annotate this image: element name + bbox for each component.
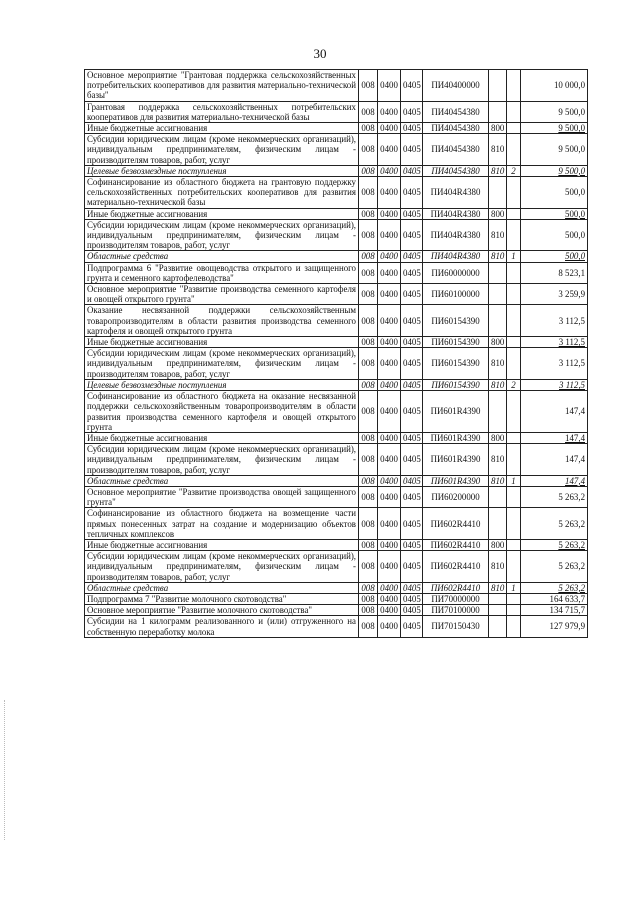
table-row	[85, 70, 588, 102]
section-code: 0400	[378, 508, 401, 540]
row-description: Субсидии юридическим лицам (кроме некоммерческих организаций), индивидуальным предпринимателям, физическим лицам - производителям товаров, работ, услуг	[85, 444, 359, 476]
funding-source-code: 2	[507, 379, 521, 390]
amount-value	[521, 616, 588, 637]
section-code: 0400	[378, 582, 401, 593]
subsection-code: 0405	[401, 475, 423, 486]
funding-source-code	[507, 101, 521, 122]
amount-text: 5 263,2	[558, 518, 585, 529]
row-description: Подпрограмма 7 "Развитие молочного скотоводства"	[85, 593, 359, 604]
table-row	[85, 305, 588, 337]
section-code: 0400	[378, 379, 401, 390]
table-row	[85, 284, 588, 305]
subsection-code: 0405	[401, 432, 423, 443]
funding-source-code	[507, 305, 521, 337]
table-row	[85, 134, 588, 166]
section-code: 0400	[378, 337, 401, 348]
amount-value	[521, 348, 588, 380]
ministry-code: 008	[359, 262, 378, 283]
row-description: Областные средства	[85, 251, 359, 262]
section-code: 0400	[378, 134, 401, 166]
funding-source-code	[507, 337, 521, 348]
amount-text: 147,4	[565, 475, 585, 486]
amount-value	[521, 486, 588, 507]
amount-value	[521, 208, 588, 219]
budget-table-body	[85, 70, 588, 638]
funding-source-code	[507, 432, 521, 443]
ministry-code: 008	[359, 165, 378, 176]
subsection-code: 0405	[401, 582, 423, 593]
expense-type-code: 810	[489, 475, 507, 486]
expense-type-code	[489, 508, 507, 540]
section-code: 0400	[378, 605, 401, 616]
funding-source-code	[507, 284, 521, 305]
section-code: 0400	[378, 432, 401, 443]
expense-type-code	[489, 305, 507, 337]
section-code: 0400	[378, 593, 401, 604]
amount-text: 500,0	[565, 208, 585, 219]
table-row	[85, 486, 588, 507]
ministry-code: 008	[359, 475, 378, 486]
subsection-code: 0405	[401, 605, 423, 616]
amount-value	[521, 305, 588, 337]
budget-table	[84, 69, 588, 638]
amount-value	[521, 379, 588, 390]
section-code: 0400	[378, 348, 401, 380]
expense-type-code	[489, 70, 507, 102]
subsection-code: 0405	[401, 123, 423, 134]
row-description: Софинансирование из областного бюджета на возмещение части прямых понесенных затрат на создание и модернизацию объектов тепличных комплексов	[85, 508, 359, 540]
funding-source-code	[507, 348, 521, 380]
section-code: 0400	[378, 165, 401, 176]
funding-source-code	[507, 134, 521, 166]
table-row	[85, 593, 588, 604]
row-description: Субсидии юридическим лицам (кроме некоммерческих организаций), индивидуальным предпринимателям, физическим лицам - производителям товаров, работ, услуг	[85, 219, 359, 251]
target-article-code: ПИ40454380	[423, 101, 489, 122]
table-row	[85, 251, 588, 262]
funding-source-code	[507, 219, 521, 251]
ministry-code: 008	[359, 284, 378, 305]
subsection-code: 0405	[401, 284, 423, 305]
amount-text: 3 112,5	[558, 315, 585, 326]
row-description: Софинансирование из областного бюджета на оказание несвязанной поддержки сельскохозяйственным товаропроизводителям в области развития производства семенного картофеля и овощей открытого грунта	[85, 391, 359, 433]
expense-type-code: 810	[489, 551, 507, 583]
section-code: 0400	[378, 219, 401, 251]
target-article-code: ПИ60154390	[423, 379, 489, 390]
table-row	[85, 337, 588, 348]
target-article-code: ПИ40454380	[423, 134, 489, 166]
amount-value	[521, 101, 588, 122]
table-row	[85, 348, 588, 380]
subsection-code: 0405	[401, 305, 423, 337]
expense-type-code	[489, 177, 507, 209]
target-article-code: ПИ70150430	[423, 616, 489, 637]
table-row	[85, 262, 588, 283]
ministry-code: 008	[359, 208, 378, 219]
amount-text: 147,4	[565, 454, 585, 465]
amount-value	[521, 284, 588, 305]
funding-source-code	[507, 616, 521, 637]
subsection-code: 0405	[401, 486, 423, 507]
funding-source-code	[507, 539, 521, 550]
amount-value	[521, 605, 588, 616]
amount-value	[521, 123, 588, 134]
row-description: Иные бюджетные ассигнования	[85, 432, 359, 443]
row-description: Грантовая поддержка сельскохозяйственных потребительских кооперативов для развития материально-технической базы	[85, 101, 359, 122]
row-description: Подпрограмма 6 "Развитие овощеводства открытого и защищенного грунта и семенного картофелеводства"	[85, 262, 359, 283]
expense-type-code	[489, 486, 507, 507]
subsection-code: 0405	[401, 101, 423, 122]
section-code: 0400	[378, 262, 401, 283]
target-article-code: ПИ40454380	[423, 123, 489, 134]
expense-type-code: 800	[489, 432, 507, 443]
table-row	[85, 101, 588, 122]
funding-source-code	[507, 444, 521, 476]
expense-type-code: 800	[489, 208, 507, 219]
target-article-code: ПИ40400000	[423, 70, 489, 102]
row-description: Иные бюджетные ассигнования	[85, 208, 359, 219]
amount-value	[521, 432, 588, 443]
row-description: Субсидии на 1 килограмм реализованного и (или) отгруженного на собственную переработку молока	[85, 616, 359, 637]
ministry-code: 008	[359, 539, 378, 550]
section-code: 0400	[378, 70, 401, 102]
ministry-code: 008	[359, 486, 378, 507]
subsection-code: 0405	[401, 551, 423, 583]
ministry-code: 008	[359, 379, 378, 390]
expense-type-code	[489, 616, 507, 637]
row-description: Основное мероприятие "Развитие производства семенного картофеля и овощей открытого грунта"	[85, 284, 359, 305]
target-article-code: ПИ601R4390	[423, 432, 489, 443]
expense-type-code	[489, 284, 507, 305]
section-code: 0400	[378, 123, 401, 134]
ministry-code: 008	[359, 432, 378, 443]
amount-text: 9 500,0	[558, 123, 585, 134]
ministry-code: 008	[359, 444, 378, 476]
expense-type-code	[489, 391, 507, 433]
table-row	[85, 165, 588, 176]
table-row	[85, 177, 588, 209]
amount-text: 500,0	[565, 230, 585, 241]
row-description: Основное мероприятие "Развитие молочного скотоводства"	[85, 605, 359, 616]
funding-source-code	[507, 177, 521, 209]
subsection-code: 0405	[401, 616, 423, 637]
target-article-code: ПИ404R4380	[423, 251, 489, 262]
target-article-code: ПИ70000000	[423, 593, 489, 604]
row-description: Целевые безвозмездные поступления	[85, 165, 359, 176]
expense-type-code: 800	[489, 539, 507, 550]
target-article-code: ПИ602R4410	[423, 539, 489, 550]
target-article-code: ПИ40454380	[423, 165, 489, 176]
target-article-code: ПИ60154390	[423, 305, 489, 337]
amount-text: 164 633,7	[549, 593, 585, 604]
subsection-code: 0405	[401, 593, 423, 604]
ministry-code: 008	[359, 251, 378, 262]
target-article-code: ПИ60100000	[423, 284, 489, 305]
row-description: Иные бюджетные ассигнования	[85, 123, 359, 134]
subsection-code: 0405	[401, 379, 423, 390]
ministry-code: 008	[359, 134, 378, 166]
funding-source-code	[507, 70, 521, 102]
table-row	[85, 219, 588, 251]
expense-type-code: 810	[489, 444, 507, 476]
expense-type-code: 810	[489, 165, 507, 176]
ministry-code: 008	[359, 391, 378, 433]
subsection-code: 0405	[401, 391, 423, 433]
expense-type-code: 800	[489, 123, 507, 134]
amount-value	[521, 539, 588, 550]
section-code: 0400	[378, 251, 401, 262]
section-code: 0400	[378, 101, 401, 122]
amount-text: 127 979,9	[549, 621, 585, 632]
target-article-code: ПИ60000000	[423, 262, 489, 283]
row-description: Иные бюджетные ассигнования	[85, 337, 359, 348]
subsection-code: 0405	[401, 70, 423, 102]
target-article-code: ПИ60154390	[423, 337, 489, 348]
amount-value	[521, 251, 588, 262]
subsection-code: 0405	[401, 539, 423, 550]
target-article-code: ПИ404R4380	[423, 177, 489, 209]
row-description: Иные бюджетные ассигнования	[85, 539, 359, 550]
ministry-code: 008	[359, 582, 378, 593]
ministry-code: 008	[359, 177, 378, 209]
subsection-code: 0405	[401, 177, 423, 209]
section-code: 0400	[378, 444, 401, 476]
funding-source-code	[507, 593, 521, 604]
funding-source-code: 1	[507, 475, 521, 486]
amount-value	[521, 165, 588, 176]
funding-source-code	[507, 551, 521, 583]
ministry-code: 008	[359, 305, 378, 337]
amount-text: 8 523,1	[558, 267, 585, 278]
expense-type-code: 810	[489, 251, 507, 262]
target-article-code: ПИ601R4390	[423, 391, 489, 433]
amount-text: 5 263,2	[558, 492, 585, 503]
amount-text: 3 112,5	[559, 379, 585, 390]
ministry-code: 008	[359, 593, 378, 604]
funding-source-code: 1	[507, 582, 521, 593]
amount-text: 9 500,0	[558, 106, 585, 117]
amount-value	[521, 582, 588, 593]
target-article-code: ПИ601R4390	[423, 444, 489, 476]
target-article-code: ПИ70100000	[423, 605, 489, 616]
target-article-code: ПИ404R4380	[423, 219, 489, 251]
ministry-code: 008	[359, 605, 378, 616]
table-row	[85, 539, 588, 550]
amount-text: 147,4	[565, 432, 585, 443]
table-row	[85, 444, 588, 476]
amount-value	[521, 508, 588, 540]
table-row	[85, 208, 588, 219]
expense-type-code	[489, 593, 507, 604]
subsection-code: 0405	[401, 348, 423, 380]
table-row	[85, 123, 588, 134]
target-article-code: ПИ60200000	[423, 486, 489, 507]
amount-text: 9 500,0	[558, 144, 585, 155]
row-description: Софинансирование из областного бюджета на грантовую поддержку сельскохозяйственных потребительских кооперативов для развития материально-технической базы	[85, 177, 359, 209]
section-code: 0400	[378, 177, 401, 209]
amount-value	[521, 177, 588, 209]
amount-text: 134 715,7	[549, 605, 585, 616]
amount-value	[521, 475, 588, 486]
amount-text: 9 500,0	[558, 165, 585, 176]
subsection-code: 0405	[401, 134, 423, 166]
funding-source-code	[507, 605, 521, 616]
subsection-code: 0405	[401, 262, 423, 283]
table-row	[85, 391, 588, 433]
ministry-code: 008	[359, 337, 378, 348]
ministry-code: 008	[359, 616, 378, 637]
section-code: 0400	[378, 475, 401, 486]
funding-source-code	[507, 208, 521, 219]
table-row	[85, 508, 588, 540]
row-description: Областные средства	[85, 582, 359, 593]
section-code: 0400	[378, 208, 401, 219]
section-code: 0400	[378, 486, 401, 507]
row-description: Субсидии юридическим лицам (кроме некоммерческих организаций), индивидуальным предпринимателям, физическим лицам - производителям товаров, работ, услуг	[85, 134, 359, 166]
ministry-code: 008	[359, 348, 378, 380]
expense-type-code: 810	[489, 379, 507, 390]
subsection-code: 0405	[401, 208, 423, 219]
target-article-code: ПИ404R4380	[423, 208, 489, 219]
row-description: Субсидии юридическим лицам (кроме некоммерческих организаций), индивидуальным предпринимателям, физическим лицам - производителям товаров, работ, услуг	[85, 348, 359, 380]
amount-text: 5 263,2	[558, 561, 585, 572]
table-row	[85, 582, 588, 593]
ministry-code: 008	[359, 551, 378, 583]
expense-type-code: 800	[489, 337, 507, 348]
expense-type-code	[489, 605, 507, 616]
section-code: 0400	[378, 391, 401, 433]
section-code: 0400	[378, 616, 401, 637]
funding-source-code	[507, 486, 521, 507]
amount-text: 500,0	[565, 251, 585, 262]
section-code: 0400	[378, 284, 401, 305]
amount-value	[521, 219, 588, 251]
table-row	[85, 551, 588, 583]
amount-value	[521, 262, 588, 283]
expense-type-code	[489, 101, 507, 122]
ministry-code: 008	[359, 70, 378, 102]
row-description: Областные средства	[85, 475, 359, 486]
expense-type-code	[489, 262, 507, 283]
target-article-code: ПИ602R4410	[423, 508, 489, 540]
funding-source-code	[507, 123, 521, 134]
expense-type-code: 810	[489, 134, 507, 166]
subsection-code: 0405	[401, 251, 423, 262]
table-row	[85, 379, 588, 390]
amount-text: 5 263,2	[558, 582, 585, 593]
target-article-code: ПИ601R4390	[423, 475, 489, 486]
scan-margin-marks	[4, 700, 9, 840]
ministry-code: 008	[359, 508, 378, 540]
amount-text: 3 112,5	[558, 358, 585, 369]
expense-type-code: 810	[489, 348, 507, 380]
amount-value	[521, 391, 588, 433]
subsection-code: 0405	[401, 219, 423, 251]
table-row	[85, 475, 588, 486]
funding-source-code: 2	[507, 165, 521, 176]
target-article-code: ПИ602R4410	[423, 582, 489, 593]
amount-text: 10 000,0	[553, 80, 585, 91]
table-row	[85, 605, 588, 616]
amount-text: 500,0	[565, 187, 585, 198]
amount-text: 3 112,5	[558, 337, 585, 348]
row-description: Субсидии юридическим лицам (кроме некоммерческих организаций), индивидуальным предпринимателям, физическим лицам - производителям товаров, работ, услуг	[85, 551, 359, 583]
expense-type-code: 810	[489, 219, 507, 251]
amount-text: 3 259,9	[558, 289, 585, 300]
ministry-code: 008	[359, 101, 378, 122]
amount-text: 147,4	[565, 406, 585, 417]
section-code: 0400	[378, 551, 401, 583]
section-code: 0400	[378, 305, 401, 337]
section-code: 0400	[378, 539, 401, 550]
ministry-code: 008	[359, 219, 378, 251]
table-row	[85, 616, 588, 637]
row-description: Основное мероприятие "Грантовая поддержка сельскохозяйственных потребительских кооперативов для развития материально-технической базы"	[85, 70, 359, 102]
subsection-code: 0405	[401, 444, 423, 476]
funding-source-code	[507, 262, 521, 283]
row-description: Целевые безвозмездные поступления	[85, 379, 359, 390]
amount-value	[521, 551, 588, 583]
page-number: 30	[313, 46, 327, 61]
amount-value	[521, 337, 588, 348]
table-row	[85, 432, 588, 443]
ministry-code: 008	[359, 123, 378, 134]
amount-value	[521, 70, 588, 102]
target-article-code: ПИ60154390	[423, 348, 489, 380]
funding-source-code: 1	[507, 251, 521, 262]
funding-source-code	[507, 508, 521, 540]
amount-value	[521, 134, 588, 166]
subsection-code: 0405	[401, 337, 423, 348]
row-description: Основное мероприятие "Развитие производства овощей защищенного грунта"	[85, 486, 359, 507]
expense-type-code: 810	[489, 582, 507, 593]
row-description: Оказание несвязанной поддержки сельскохозяйственным товаропроизводителям в области развития производства семенного картофеля и овощей открытого грунта	[85, 305, 359, 337]
amount-value	[521, 444, 588, 476]
funding-source-code	[507, 391, 521, 433]
subsection-code: 0405	[401, 508, 423, 540]
amount-text: 5 263,2	[558, 539, 585, 550]
target-article-code: ПИ602R4410	[423, 551, 489, 583]
amount-value	[521, 593, 588, 604]
subsection-code: 0405	[401, 165, 423, 176]
